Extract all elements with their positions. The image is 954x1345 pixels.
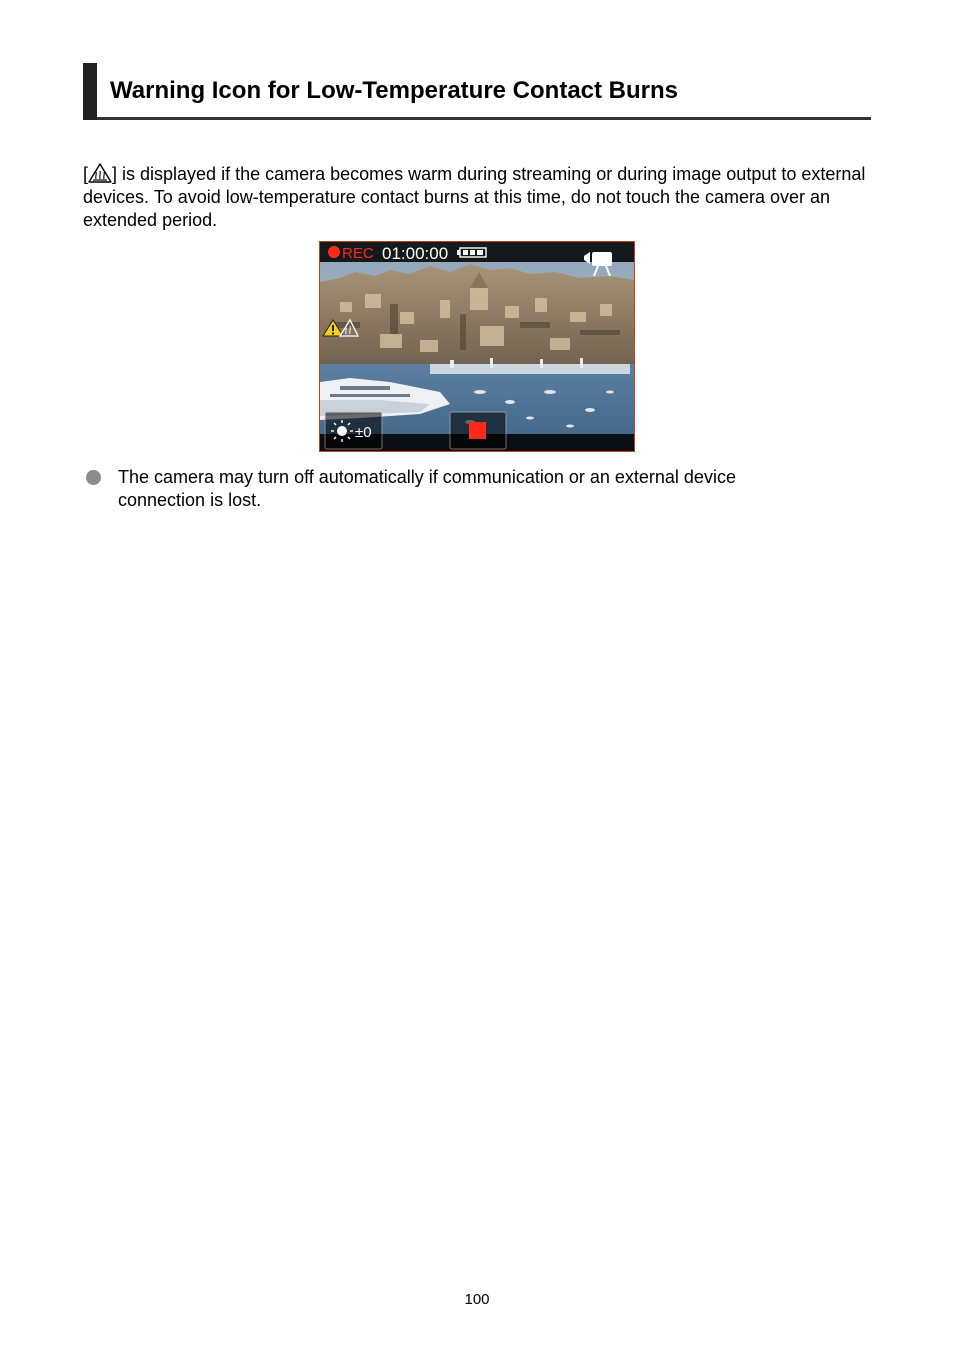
- page-number: 100: [464, 1291, 490, 1308]
- section-heading: [83, 63, 871, 120]
- camera-screen-illustration: [320, 242, 634, 451]
- bracket-open: [: [83, 164, 89, 184]
- bullet-icon: [86, 470, 101, 485]
- stop-icon: [469, 422, 486, 439]
- intro-paragraph: [83, 163, 873, 232]
- exposure-value: ±0: [355, 424, 372, 441]
- timecode: 01:00:00: [382, 244, 449, 263]
- note-text: The camera may turn off automatically if communication or an external device connection is lost.: [118, 467, 736, 510]
- section-title: Warning Icon for Low-Temperature Contact Burns: [110, 77, 679, 104]
- low-temperature-burn-warning-icon: [88, 163, 112, 183]
- heading-accent-bar: [83, 63, 97, 120]
- rec-label: REC: [342, 245, 374, 262]
- rec-dot-icon: [328, 246, 340, 258]
- intro-text: ] is displayed if the camera becomes warm during streaming or during image output to external devices. To avoid low-temperature contact burns at this time, do not touch the camera over an extended period.: [83, 164, 866, 230]
- camera-screen-example: [319, 241, 635, 452]
